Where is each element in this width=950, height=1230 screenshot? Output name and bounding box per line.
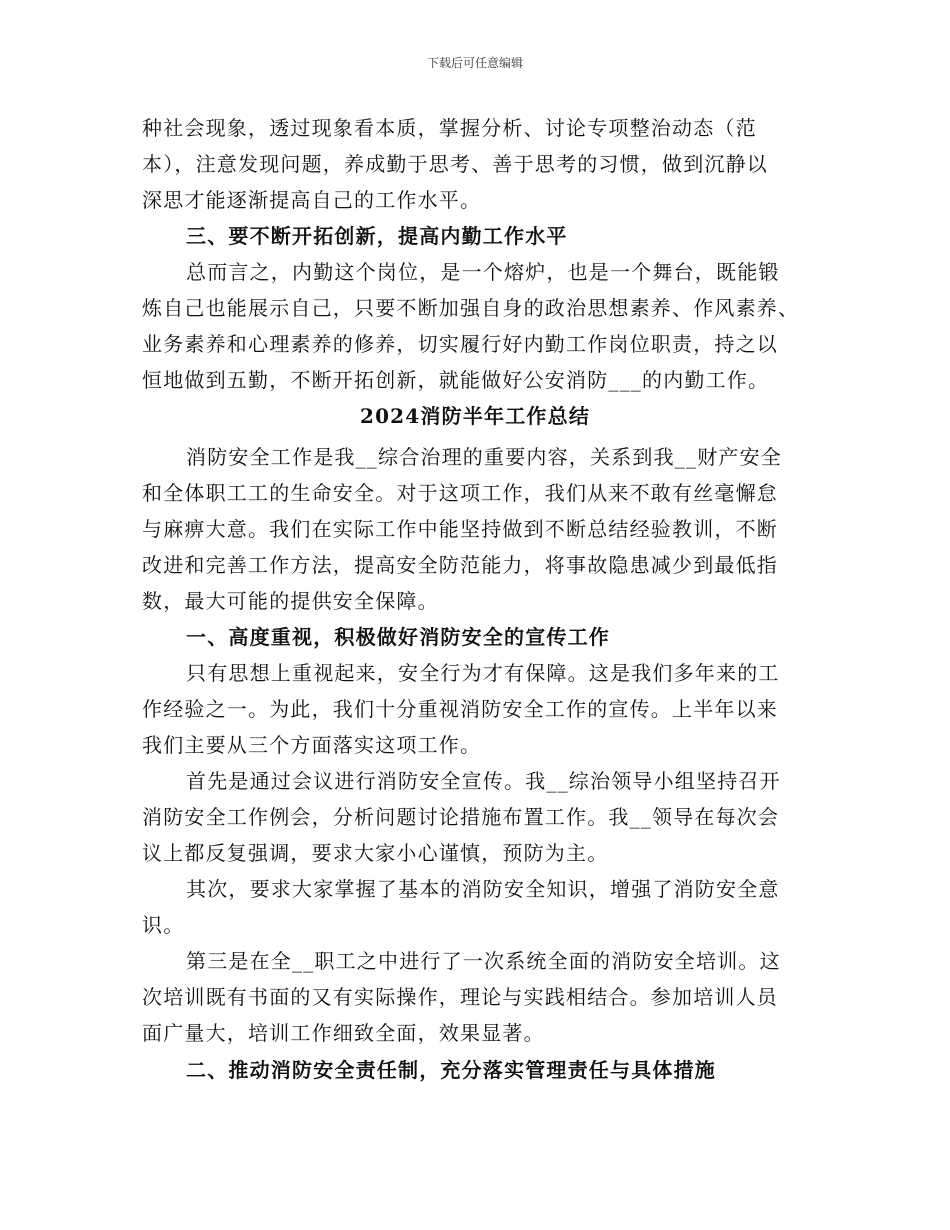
- body-text-line: 次培训既有书面的又有实际操作，理论与实践相结合。参加培训人员: [142, 985, 778, 1009]
- body-text-line: 总而言之，内勤这个岗位，是一个熔炉，也是一个舞台，既能锻: [186, 260, 780, 284]
- body-text-line: 炼自己也能展示自己，只要不断加强自身的政治思想素养、作风素养、: [142, 296, 800, 320]
- body-text-line: 改进和完善工作方法，提高安全防范能力，将事故隐患减少到最低指: [142, 553, 778, 577]
- body-text-line: 消防安全工作例会，分析问题讨论措施布置工作。我__领导在每次会: [142, 805, 780, 829]
- body-text-line: 消防安全工作是我__综合治理的重要内容，关系到我__财产安全: [186, 445, 782, 469]
- body-text-line: 与麻痹大意。我们在实际工作中能坚持做到不断总结经验教训，不断: [142, 517, 778, 541]
- body-text-line: 数，最大可能的提供安全保障。: [142, 589, 439, 613]
- body-text-line: 业务素养和心理素养的修养，切实履行好内勤工作岗位职责，持之以: [142, 332, 778, 356]
- body-text-line: 本），注意发现问题，养成勤于思考、善于思考的习惯，做到沉静以: [142, 152, 768, 176]
- body-text-line: 种社会现象，透过现象看本质，掌握分析、讨论专项整治动态（范: [142, 116, 757, 140]
- body-text-line: 作经验之一。为此，我们十分重视消防安全工作的宣传。上半年以来: [142, 697, 778, 721]
- section-heading: 三、要不断开拓创新，提高内勤工作水平: [186, 224, 568, 248]
- body-text-line: 和全体职工工的生命安全。对于这项工作，我们从来不敢有丝毫懈怠: [142, 481, 778, 505]
- body-text-line: 议上都反复强调，要求大家小心谨慎，预防为主。: [142, 841, 609, 865]
- body-text-line: 第三是在全__职工之中进行了一次系统全面的消防安全培训。这: [186, 949, 781, 973]
- section-heading: 二、推动消防安全责任制，充分落实管理责任与具体措施: [186, 1058, 716, 1082]
- body-text-line: 首先是通过会议进行消防安全宣传。我__综治领导小组坚持召开: [186, 769, 781, 793]
- body-text-line: 只有思想上重视起来，安全行为才有保障。这是我们多年来的工: [186, 661, 780, 685]
- body-text-line: 面广量大，培训工作细致全面，效果显著。: [142, 1021, 545, 1045]
- body-text-line: 我们主要从三个方面落实这项工作。: [142, 733, 482, 757]
- body-text-line: 恒地做到五勤，不断开拓创新，就能做好公安消防___的内勤工作。: [142, 368, 770, 392]
- body-text-line: 其次，要求大家掌握了基本的消防安全知识，增强了消防安全意: [186, 877, 780, 901]
- document-title: 2024消防半年工作总结: [359, 404, 591, 428]
- page-header: 下载后可任意编辑: [426, 56, 523, 70]
- body-text-line: 深思才能逐渐提高自己的工作水平。: [142, 188, 482, 212]
- section-heading: 一、高度重视，积极做好消防安全的宣传工作: [186, 625, 610, 649]
- body-text-line: 识。: [142, 913, 185, 937]
